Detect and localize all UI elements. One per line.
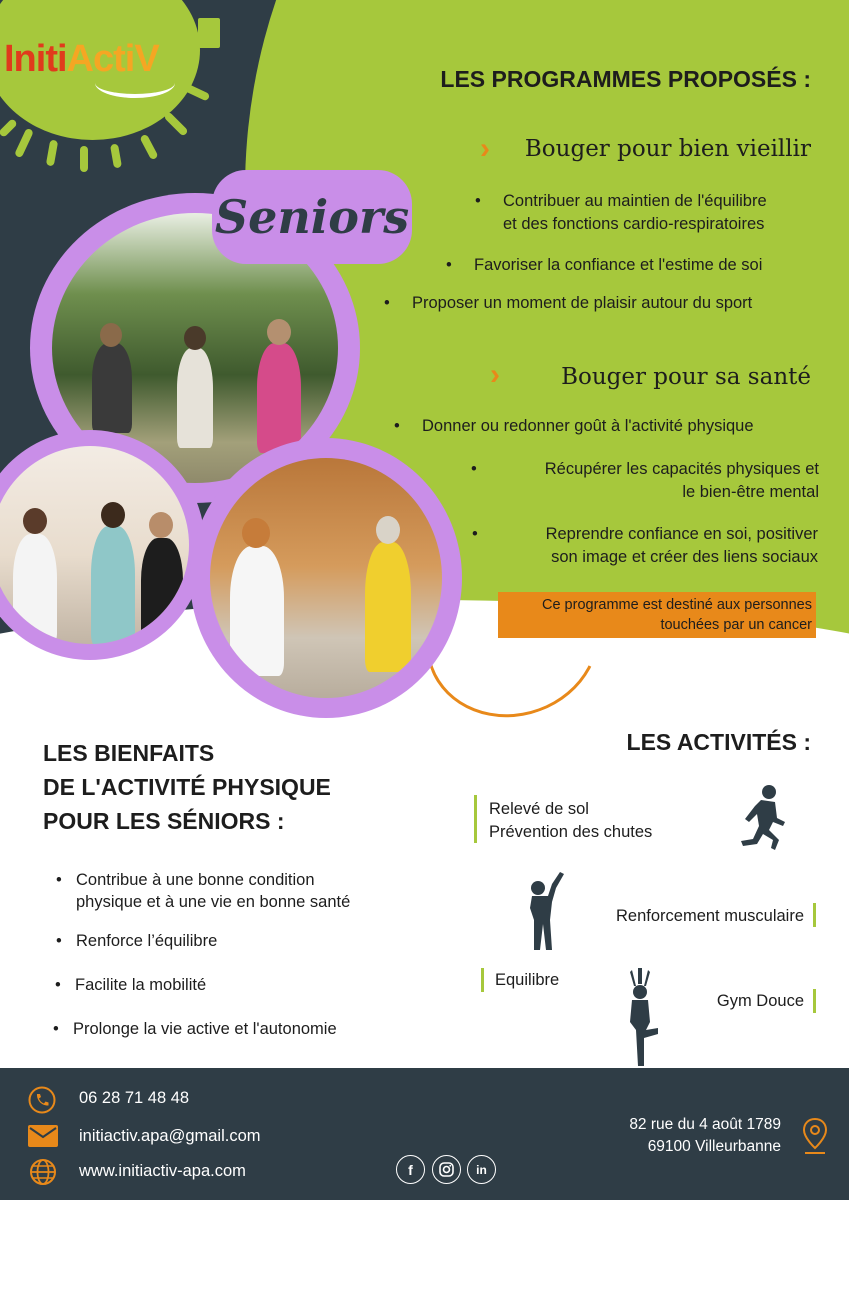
list-item: • Facilite la mobilité <box>75 974 375 996</box>
list-item: • Proposer un moment de plaisir autour du sport <box>412 292 822 315</box>
chevron-right-icon: › <box>490 358 500 391</box>
logo-text: InitiActiV <box>4 38 159 80</box>
programs-title: LES PROGRAMMES PROPOSÉS : <box>440 66 811 92</box>
address: 82 rue du 4 août 1789 69100 Villeurbanne <box>629 1116 781 1155</box>
activity-gym-douce: Gym Douce <box>716 992 804 1010</box>
location-pin-icon <box>802 1117 828 1155</box>
photo-balance-exercise <box>190 438 462 718</box>
yoga-tree-pose-icon <box>618 966 662 1070</box>
activity-renforcement: Renforcement musculaire <box>616 907 804 925</box>
program-title-sante: Bouger pour sa santé <box>561 364 811 390</box>
linkedin-icon[interactable]: in <box>467 1155 496 1184</box>
list-item: • Donner ou redonner goût à l'activité physique <box>422 415 822 438</box>
facebook-icon[interactable]: f <box>396 1155 425 1184</box>
runner-icon <box>733 784 793 854</box>
list-item: • Renforce l’équilibre <box>76 930 376 952</box>
chevron-right-icon: › <box>480 132 490 165</box>
seniors-badge: Seniors <box>212 170 412 264</box>
globe-icon[interactable] <box>29 1158 57 1186</box>
benefits-title: LES BIENFAITS DE L'ACTIVITÉ PHYSIQUE POUR LES SÉNIORS : <box>43 740 331 834</box>
email-icon[interactable] <box>28 1125 58 1147</box>
logo <box>0 0 240 170</box>
logo-smile <box>95 68 175 98</box>
activity-releve-de-sol: Relevé de sol Prévention des chutes <box>489 800 653 841</box>
list-item: • Contribue à une bonne condition physique et à une vie en bonne santé <box>76 869 416 913</box>
activity-equilibre: Equilibre <box>495 971 560 989</box>
list-item: • Prolonge la vie active et l'autonomie <box>73 1018 393 1040</box>
list-item: • Récupérer les capacités physiques et le bien-être mental <box>499 458 819 504</box>
activities-title: LES ACTIVITÉS : <box>626 729 811 755</box>
list-item: • Favoriser la confiance et l'estime de soi <box>474 254 814 277</box>
phone-icon[interactable] <box>28 1086 56 1114</box>
phone-number[interactable]: 06 28 71 48 48 <box>79 1089 190 1107</box>
instagram-icon[interactable] <box>432 1155 461 1184</box>
website-link[interactable]: www.initiactiv-apa.com <box>79 1162 246 1180</box>
stretching-icon <box>522 868 570 954</box>
email-address[interactable]: initiactiv.apa@gmail.com <box>79 1127 261 1145</box>
program-title-bien-vieillir: Bouger pour bien vieillir <box>524 136 811 162</box>
list-item: • Contribuer au maintien de l'équilibre et des fonctions cardio-respiratoires <box>503 190 823 236</box>
cancer-program-note: Ce programme est destiné aux personnes touchées par un cancer <box>498 592 816 638</box>
list-item: • Reprendre confiance en soi, positiver son image et créer des liens sociaux <box>500 523 818 569</box>
